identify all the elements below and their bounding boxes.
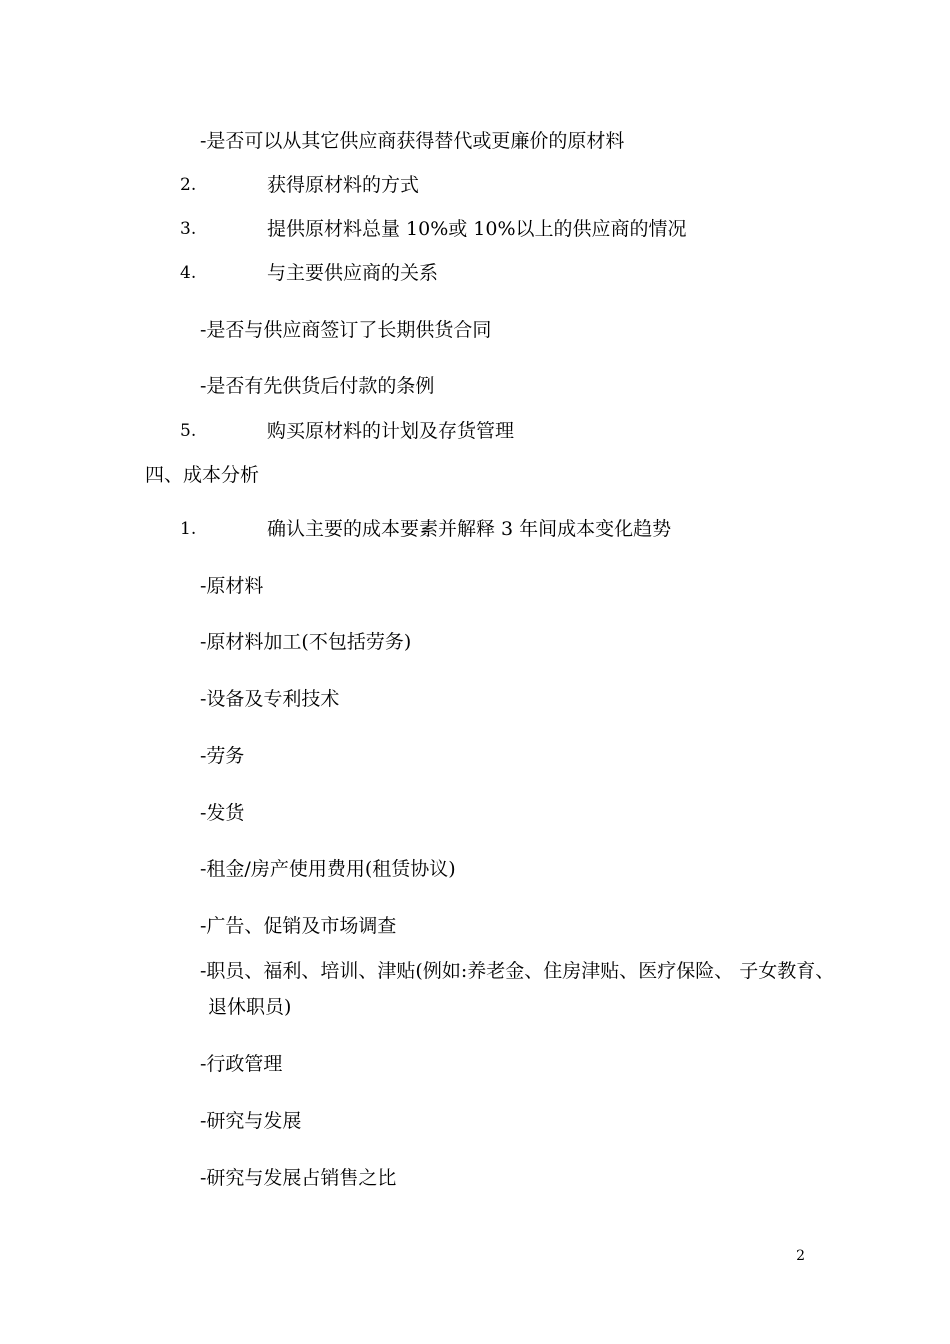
list-item-text: 与主要供应商的关系 [267,262,439,284]
cost-item: -原材料加工(不包括劳务) [200,631,412,653]
list-number: 1. [180,519,197,539]
cost-item: -租金/房产使用费用(租赁协议) [200,858,456,880]
text-line: -是否与供应商签订了长期供货合同 [200,319,492,341]
cost-item: -行政管理 [200,1053,283,1075]
list-item-text: 确认主要的成本要素并解释 3 年间成本变化趋势 [267,518,672,540]
list-item-text: 购买原材料的计划及存货管理 [267,420,515,442]
list-number: 2. [180,175,197,195]
cost-item: -广告、促销及市场调查 [200,915,397,937]
cost-item: -劳务 [200,745,245,767]
section-heading: 四、成本分析 [145,464,260,486]
cost-item: -设备及专利技术 [200,688,340,710]
list-number: 5. [180,421,197,441]
cost-item: -发货 [200,802,245,824]
list-item-text: 提供原材料总量 10%或 10%以上的供应商的情况 [267,218,687,240]
text-line: -是否有先供货后付款的条例 [200,375,435,397]
list-item-text: 获得原材料的方式 [267,174,420,196]
page-number: 2 [796,1248,805,1264]
cost-item-continuation: 退休职员) [208,996,292,1018]
list-number: 3. [180,219,197,239]
text-line: -是否可以从其它供应商获得替代或更廉价的原材料 [200,130,625,152]
cost-item: -研究与发展 [200,1110,302,1132]
cost-item: -研究与发展占销售之比 [200,1167,397,1189]
cost-item: -职员、福利、培训、津贴(例如:养老金、住房津贴、医疗保险、 子女教育、 [200,960,835,982]
list-number: 4. [180,263,197,283]
cost-item: -原材料 [200,575,264,597]
